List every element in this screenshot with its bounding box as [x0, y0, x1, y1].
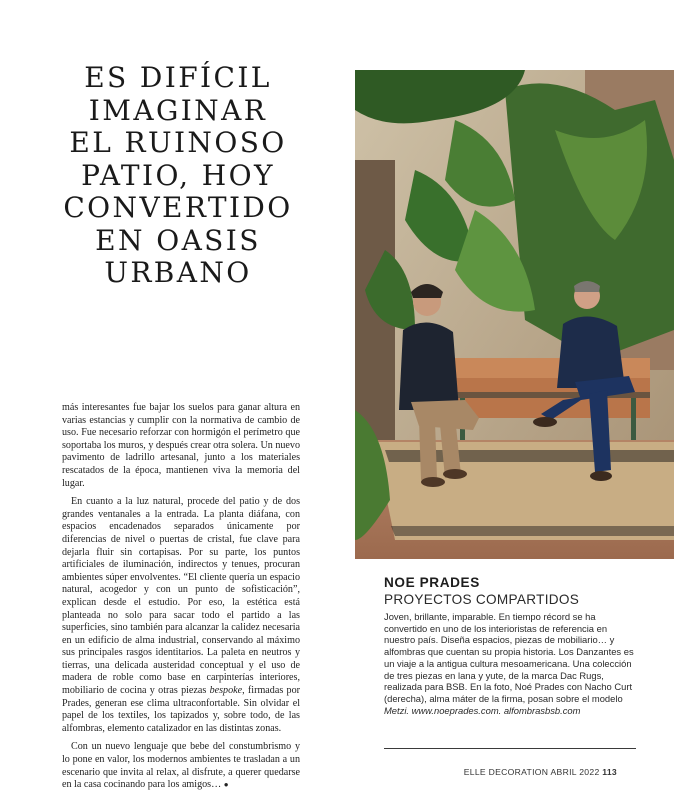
patio-photo — [355, 70, 674, 559]
end-mark: ● — [223, 780, 229, 790]
photo-caption — [384, 575, 634, 716]
caption-body: Joven, brillante, imparable. En tiempo récord se ha convertido en uno de los interioristas de referencia en nuestro país. Diseña espacios, piezas de mobiliario… y alfombras que cuentan su propia historia. Los Danzantes es un viaje a la antigua cultura mesoamericana. Una colección de tres piezas en lana y yute, de la marca Dac Rugs, realizada para BSB. En la foto, Noé Prades con Nacho Curt (derecha), alma máter de la firma, posan sobre el modelo — [384, 611, 634, 704]
body-text-emphasis: bespoke — [209, 685, 243, 697]
pull-quote-line: URBANO — [104, 256, 252, 289]
caption-name: NOE PRADES — [384, 575, 480, 590]
page-number: 113 — [602, 767, 617, 777]
pull-quote-line: IMAGINAR — [88, 93, 268, 127]
body-paragraph: más interesantes fue bajar los suelos para ganar altura en varias estancias y cumplir con la normativa de cambio de uso. Fue necesario reforzar con hormigón el perímetro que soportaba los muros, y después crear otra solera. Un nuevo pavimento de ladrillo artesanal, junto a los materiales rescatados de la época, mantienen viva la memoria del lugar. — [62, 402, 300, 489]
magazine-name: ELLE DECORATION — [463, 767, 549, 777]
article-body — [62, 402, 300, 798]
pull-quote-line: CONVERTIDO — [63, 191, 293, 224]
pull-quote — [62, 62, 294, 290]
pull-quote-line: EL RUINOSO — [69, 126, 287, 159]
caption-subtitle: PROYECTOS COMPARTIDOS — [384, 592, 580, 607]
pull-quote-line: PATIO, HOY — [81, 158, 275, 192]
caption-divider — [384, 748, 636, 749]
pull-quote-line: EN OASIS — [95, 223, 261, 257]
body-paragraph — [62, 496, 300, 735]
pull-quote-line: ES DIFÍCIL — [84, 61, 272, 94]
caption-text — [384, 611, 634, 716]
body-text: Con un nuevo lenguaje que bebe del constumbrismo y lo pone en valor, los modernos ambientes te trasladan a un escenario que invita al relax, al disfrute, a querer quedarse en la casa cocinando para los amigos… — [62, 741, 300, 791]
body-paragraph — [62, 741, 300, 791]
page-folio — [464, 767, 617, 777]
issue-date: ABRIL 2022 — [550, 767, 600, 777]
caption-links: Metzi. www.noeprades.com. alfombrasbsb.com — [384, 704, 581, 716]
body-text: En cuanto a la luz natural, procede del patio y de dos grandes ventanales a la entrada. La planta diáfana, con espacios encadenados separados únicamente por diferencias de nivel o puertas de cristal, fue clave para dejarla fluir sin cortapisas. Por su parte, los puntos artificiales de iluminación, indirectos y tenues, procuran ambientes súper envolventes. “El cliente quería un espacio natural, acogedor y con un punto de sofisticación”, explican desde el estudio. Por eso, la estética está planteada no solo para sacar todo el partido a las superficies, sino también para alcanzar la calidez necesaria en un edificio de alma industrial, conservando al máximo sus principales rasgos identitarios. La paleta en neutros y tierras, una delicada austeridad conceptual y el uso de madera de roble como base en carpinterías interiores, mobiliario de cocina y otras piezas — [62, 496, 300, 697]
body-text: , firmadas por Prades, generan ese clima ultraconfortable. Sin olvidar el papel de los textiles, los tapizados y, sobre todo, de las alfombras, elemento catalizador en las distintas zonas. — [62, 685, 300, 734]
